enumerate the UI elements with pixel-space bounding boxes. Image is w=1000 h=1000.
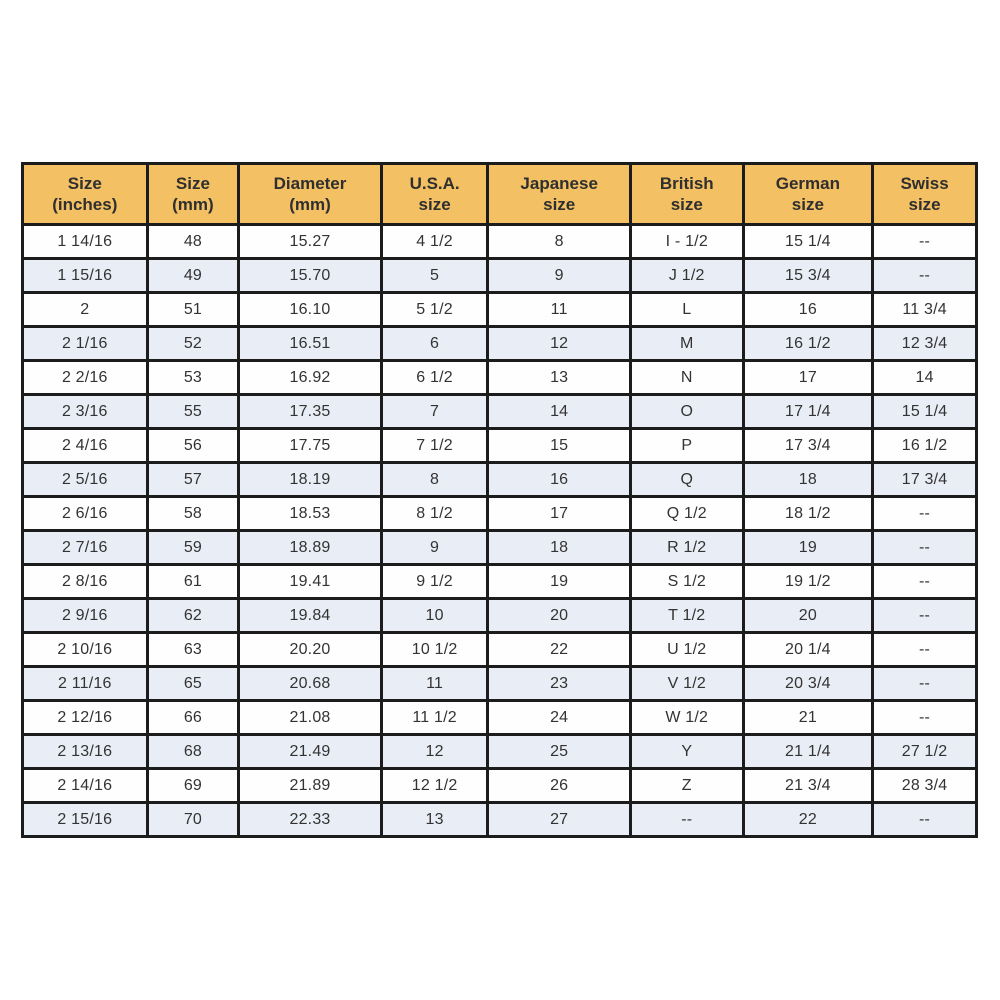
- cell-size-inches: 2 10/16: [23, 633, 148, 667]
- ring-size-chart: [21, 162, 978, 838]
- cell-swiss-size: 15 1/4: [873, 395, 977, 429]
- cell-size-mm: 48: [147, 225, 239, 259]
- cell-british-size: Z: [630, 769, 743, 803]
- cell-usa-size: 11: [381, 667, 488, 701]
- column-header-british-size: [630, 164, 743, 225]
- column-header-diameter-mm: [239, 164, 382, 225]
- column-header-swiss-size: [873, 164, 977, 225]
- cell-british-size: J 1/2: [630, 259, 743, 293]
- cell-japanese-size: 22: [488, 633, 631, 667]
- table-row: [23, 565, 977, 599]
- column-header-german-size-line2: size: [791, 195, 824, 214]
- cell-diameter-mm: 15.70: [239, 259, 382, 293]
- cell-german-size: 19 1/2: [743, 565, 873, 599]
- cell-japanese-size: 15: [488, 429, 631, 463]
- cell-german-size: 16 1/2: [743, 327, 873, 361]
- cell-british-size: S 1/2: [630, 565, 743, 599]
- cell-usa-size: 5: [381, 259, 488, 293]
- column-header-swiss-size-line1: Swiss: [900, 173, 949, 193]
- cell-swiss-size: --: [873, 225, 977, 259]
- cell-japanese-size: 25: [488, 735, 631, 769]
- cell-swiss-size: --: [873, 667, 977, 701]
- cell-size-mm: 56: [147, 429, 239, 463]
- column-header-japanese-size: [488, 164, 631, 225]
- cell-british-size: R 1/2: [630, 531, 743, 565]
- cell-size-inches: 2 11/16: [23, 667, 148, 701]
- cell-usa-size: 13: [381, 803, 488, 837]
- cell-size-inches: 2 3/16: [23, 395, 148, 429]
- cell-size-mm: 65: [147, 667, 239, 701]
- cell-japanese-size: 12: [488, 327, 631, 361]
- cell-german-size: 18: [743, 463, 873, 497]
- cell-diameter-mm: 19.84: [239, 599, 382, 633]
- table-row: [23, 803, 977, 837]
- cell-usa-size: 7 1/2: [381, 429, 488, 463]
- cell-usa-size: 6 1/2: [381, 361, 488, 395]
- cell-swiss-size: 12 3/4: [873, 327, 977, 361]
- cell-usa-size: 4 1/2: [381, 225, 488, 259]
- cell-diameter-mm: 16.10: [239, 293, 382, 327]
- cell-japanese-size: 27: [488, 803, 631, 837]
- cell-size-inches: 2 1/16: [23, 327, 148, 361]
- cell-diameter-mm: 20.20: [239, 633, 382, 667]
- cell-diameter-mm: 18.53: [239, 497, 382, 531]
- cell-swiss-size: 28 3/4: [873, 769, 977, 803]
- cell-size-mm: 68: [147, 735, 239, 769]
- cell-size-inches: 2 4/16: [23, 429, 148, 463]
- cell-german-size: 17: [743, 361, 873, 395]
- cell-diameter-mm: 16.92: [239, 361, 382, 395]
- column-header-size-mm-line1: Size: [175, 173, 210, 193]
- ring-size-conversion-table: [21, 162, 978, 838]
- cell-german-size: 20 3/4: [743, 667, 873, 701]
- column-header-diameter-mm-line1: Diameter: [273, 173, 347, 193]
- cell-japanese-size: 24: [488, 701, 631, 735]
- table-row: [23, 497, 977, 531]
- column-header-german-size: [743, 164, 873, 225]
- cell-british-size: N: [630, 361, 743, 395]
- cell-british-size: O: [630, 395, 743, 429]
- table-body: [23, 225, 977, 837]
- column-header-swiss-size-line2: size: [908, 195, 941, 214]
- cell-british-size: L: [630, 293, 743, 327]
- cell-german-size: 15 3/4: [743, 259, 873, 293]
- cell-swiss-size: --: [873, 803, 977, 837]
- column-header-usa-size-line2: size: [418, 195, 451, 214]
- cell-size-mm: 58: [147, 497, 239, 531]
- column-header-size-inches-line2: (inches): [52, 195, 118, 214]
- cell-swiss-size: 11 3/4: [873, 293, 977, 327]
- table-row: [23, 599, 977, 633]
- table-row: [23, 769, 977, 803]
- cell-size-mm: 55: [147, 395, 239, 429]
- cell-size-inches: 2 8/16: [23, 565, 148, 599]
- column-header-size-mm: [147, 164, 239, 225]
- table-row: [23, 429, 977, 463]
- cell-japanese-size: 19: [488, 565, 631, 599]
- cell-swiss-size: --: [873, 497, 977, 531]
- cell-swiss-size: --: [873, 565, 977, 599]
- header-row: [23, 164, 977, 225]
- cell-diameter-mm: 21.49: [239, 735, 382, 769]
- cell-german-size: 21 3/4: [743, 769, 873, 803]
- table-row: [23, 361, 977, 395]
- cell-swiss-size: 17 3/4: [873, 463, 977, 497]
- column-header-british-size-line1: British: [659, 173, 714, 193]
- table-row: [23, 327, 977, 361]
- cell-german-size: 16: [743, 293, 873, 327]
- cell-diameter-mm: 20.68: [239, 667, 382, 701]
- cell-swiss-size: 16 1/2: [873, 429, 977, 463]
- cell-size-inches: 2 6/16: [23, 497, 148, 531]
- cell-british-size: I - 1/2: [630, 225, 743, 259]
- cell-size-inches: 2: [23, 293, 148, 327]
- cell-swiss-size: 14: [873, 361, 977, 395]
- cell-british-size: --: [630, 803, 743, 837]
- cell-british-size: W 1/2: [630, 701, 743, 735]
- cell-british-size: Y: [630, 735, 743, 769]
- cell-diameter-mm: 19.41: [239, 565, 382, 599]
- cell-british-size: V 1/2: [630, 667, 743, 701]
- cell-diameter-mm: 17.75: [239, 429, 382, 463]
- table-row: [23, 225, 977, 259]
- cell-japanese-size: 9: [488, 259, 631, 293]
- column-header-size-inches: [23, 164, 148, 225]
- column-header-size-mm-line2: (mm): [172, 195, 214, 214]
- table-row: [23, 735, 977, 769]
- cell-size-mm: 63: [147, 633, 239, 667]
- cell-size-mm: 53: [147, 361, 239, 395]
- table-row: [23, 463, 977, 497]
- cell-japanese-size: 20: [488, 599, 631, 633]
- cell-japanese-size: 11: [488, 293, 631, 327]
- cell-diameter-mm: 21.08: [239, 701, 382, 735]
- cell-size-mm: 66: [147, 701, 239, 735]
- cell-german-size: 17 1/4: [743, 395, 873, 429]
- cell-usa-size: 11 1/2: [381, 701, 488, 735]
- cell-size-inches: 2 14/16: [23, 769, 148, 803]
- cell-swiss-size: --: [873, 633, 977, 667]
- cell-german-size: 15 1/4: [743, 225, 873, 259]
- cell-japanese-size: 14: [488, 395, 631, 429]
- cell-size-inches: 2 15/16: [23, 803, 148, 837]
- column-header-british-size-line2: size: [670, 195, 703, 214]
- cell-size-mm: 59: [147, 531, 239, 565]
- cell-diameter-mm: 17.35: [239, 395, 382, 429]
- cell-size-inches: 2 13/16: [23, 735, 148, 769]
- column-header-usa-size: [381, 164, 488, 225]
- table-row: [23, 701, 977, 735]
- cell-usa-size: 5 1/2: [381, 293, 488, 327]
- cell-size-mm: 51: [147, 293, 239, 327]
- cell-japanese-size: 17: [488, 497, 631, 531]
- cell-size-mm: 57: [147, 463, 239, 497]
- cell-diameter-mm: 21.89: [239, 769, 382, 803]
- cell-size-inches: 2 7/16: [23, 531, 148, 565]
- cell-japanese-size: 8: [488, 225, 631, 259]
- column-header-usa-size-line1: U.S.A.: [409, 173, 460, 193]
- cell-size-inches: 1 14/16: [23, 225, 148, 259]
- cell-usa-size: 10: [381, 599, 488, 633]
- table-row: [23, 259, 977, 293]
- cell-german-size: 17 3/4: [743, 429, 873, 463]
- cell-german-size: 21 1/4: [743, 735, 873, 769]
- table-row: [23, 531, 977, 565]
- cell-diameter-mm: 18.89: [239, 531, 382, 565]
- cell-german-size: 22: [743, 803, 873, 837]
- cell-diameter-mm: 15.27: [239, 225, 382, 259]
- cell-british-size: Q: [630, 463, 743, 497]
- cell-german-size: 18 1/2: [743, 497, 873, 531]
- cell-german-size: 20: [743, 599, 873, 633]
- cell-diameter-mm: 16.51: [239, 327, 382, 361]
- cell-size-inches: 2 12/16: [23, 701, 148, 735]
- cell-british-size: U 1/2: [630, 633, 743, 667]
- cell-usa-size: 9 1/2: [381, 565, 488, 599]
- cell-size-mm: 70: [147, 803, 239, 837]
- cell-size-mm: 49: [147, 259, 239, 293]
- cell-japanese-size: 23: [488, 667, 631, 701]
- cell-usa-size: 12 1/2: [381, 769, 488, 803]
- cell-swiss-size: --: [873, 531, 977, 565]
- cell-german-size: 19: [743, 531, 873, 565]
- column-header-german-size-line1: German: [775, 173, 840, 193]
- cell-usa-size: 8: [381, 463, 488, 497]
- column-header-diameter-mm-line2: (mm): [289, 195, 331, 214]
- column-header-japanese-size-line2: size: [543, 195, 576, 214]
- cell-japanese-size: 26: [488, 769, 631, 803]
- cell-size-mm: 61: [147, 565, 239, 599]
- cell-british-size: M: [630, 327, 743, 361]
- table-row: [23, 633, 977, 667]
- cell-swiss-size: --: [873, 259, 977, 293]
- cell-size-inches: 2 9/16: [23, 599, 148, 633]
- cell-british-size: T 1/2: [630, 599, 743, 633]
- cell-japanese-size: 16: [488, 463, 631, 497]
- cell-german-size: 21: [743, 701, 873, 735]
- cell-diameter-mm: 22.33: [239, 803, 382, 837]
- table-row: [23, 667, 977, 701]
- column-header-size-inches-line1: Size: [67, 173, 102, 193]
- cell-usa-size: 7: [381, 395, 488, 429]
- cell-usa-size: 12: [381, 735, 488, 769]
- cell-size-inches: 1 15/16: [23, 259, 148, 293]
- cell-japanese-size: 18: [488, 531, 631, 565]
- cell-size-inches: 2 5/16: [23, 463, 148, 497]
- table-row: [23, 293, 977, 327]
- cell-german-size: 20 1/4: [743, 633, 873, 667]
- cell-british-size: Q 1/2: [630, 497, 743, 531]
- cell-japanese-size: 13: [488, 361, 631, 395]
- cell-size-inches: 2 2/16: [23, 361, 148, 395]
- table-header: [23, 164, 977, 225]
- cell-size-mm: 62: [147, 599, 239, 633]
- table-row: [23, 395, 977, 429]
- cell-size-mm: 52: [147, 327, 239, 361]
- cell-usa-size: 9: [381, 531, 488, 565]
- cell-british-size: P: [630, 429, 743, 463]
- cell-swiss-size: 27 1/2: [873, 735, 977, 769]
- cell-diameter-mm: 18.19: [239, 463, 382, 497]
- cell-usa-size: 6: [381, 327, 488, 361]
- cell-usa-size: 8 1/2: [381, 497, 488, 531]
- cell-usa-size: 10 1/2: [381, 633, 488, 667]
- cell-swiss-size: --: [873, 599, 977, 633]
- column-header-japanese-size-line1: Japanese: [520, 173, 598, 193]
- cell-swiss-size: --: [873, 701, 977, 735]
- cell-size-mm: 69: [147, 769, 239, 803]
